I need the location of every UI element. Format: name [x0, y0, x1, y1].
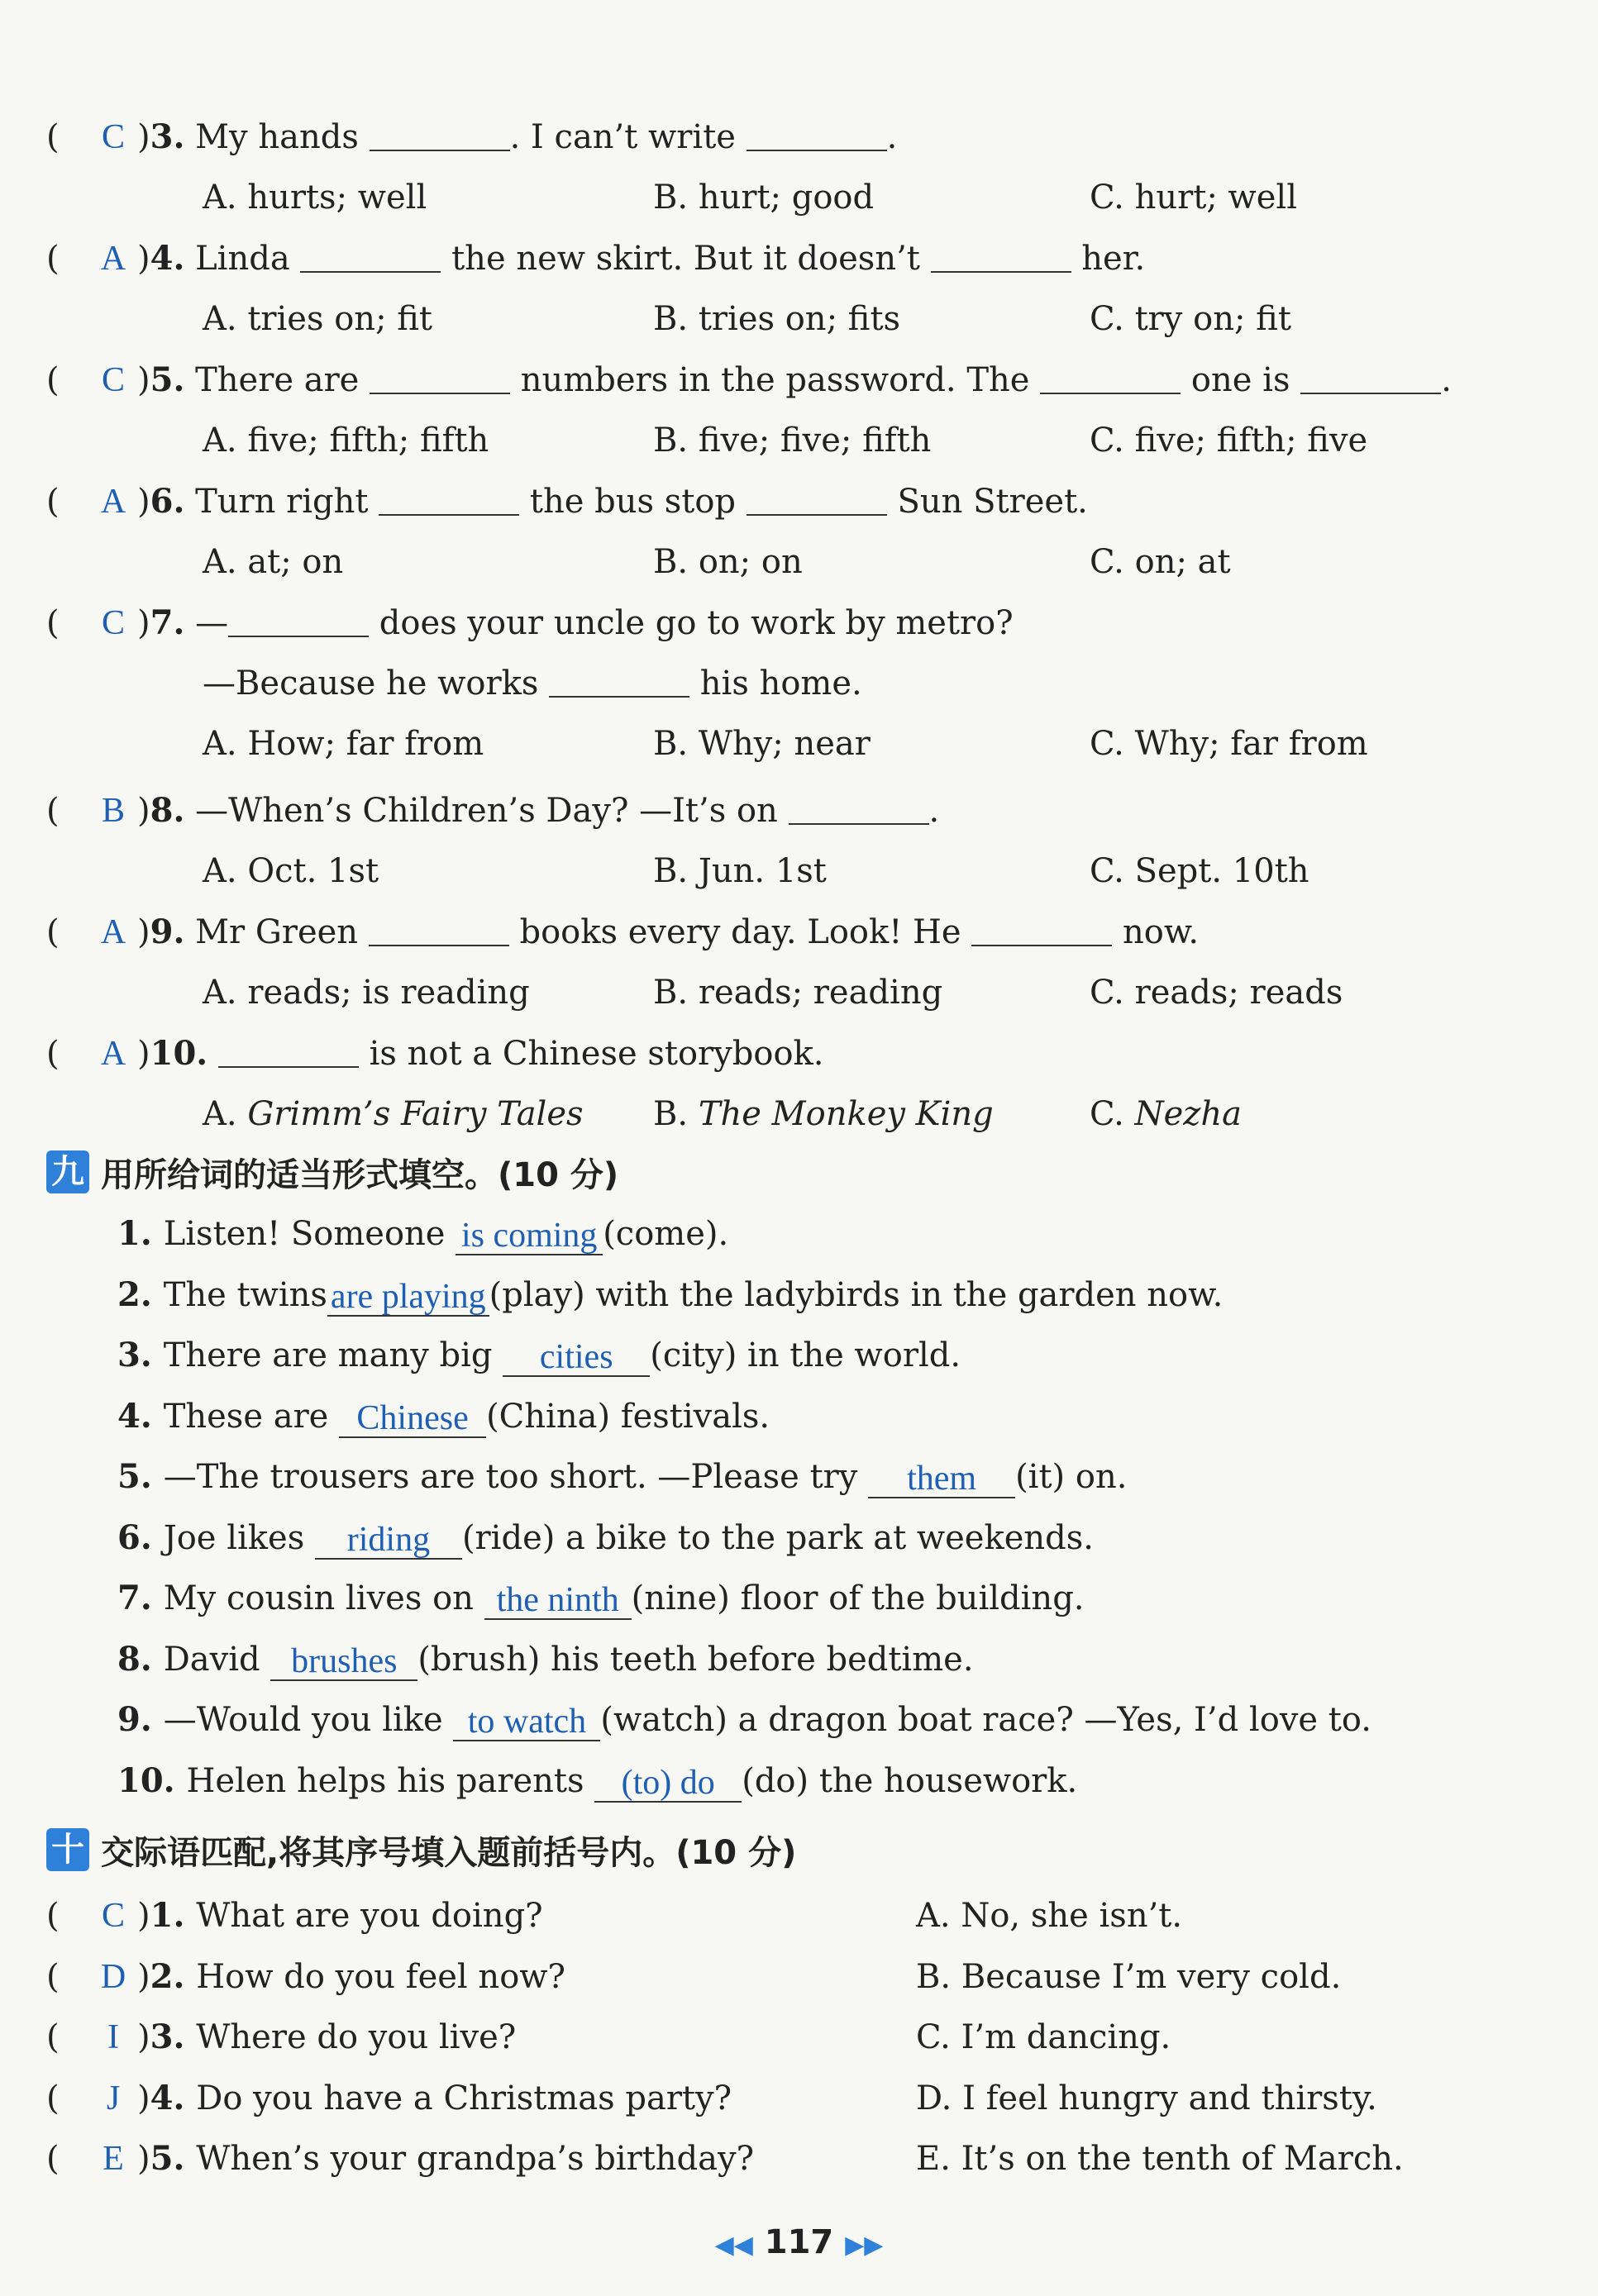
close-paren: )	[137, 2018, 150, 2056]
choice-option: B. tries on; fits	[653, 300, 901, 338]
open-paren: (	[46, 913, 60, 951]
option-title: The Monkey King	[698, 1095, 994, 1133]
item-number: 6.	[117, 1517, 164, 1557]
answer-blank[interactable]	[218, 1033, 359, 1068]
item-text-before: —Would you like	[163, 1701, 454, 1739]
question-text: —Because he works	[203, 665, 550, 703]
answer-blank[interactable]	[747, 117, 887, 151]
question-number: 3.	[150, 117, 185, 156]
close-paren: )	[137, 604, 150, 642]
filled-answer[interactable]: is coming	[456, 1217, 603, 1255]
answer-mark: C	[101, 604, 125, 642]
item-number: 2.	[117, 1274, 164, 1314]
choice-option: C. Sept. 10th	[1090, 852, 1309, 890]
question-number: 6.	[150, 482, 185, 521]
choice-option: A. five; fifth; fifth	[203, 422, 489, 460]
choice-option: A. hurts; well	[203, 179, 427, 217]
item-text-before: There are many big	[163, 1336, 503, 1374]
answer-blank[interactable]	[370, 360, 510, 394]
question-number: 5.	[150, 360, 185, 399]
answer-mark: A	[100, 1035, 126, 1073]
item-text-after: (brush) his teeth before bedtime.	[417, 1640, 974, 1679]
item-text-after: (ride) a bike to the park at weekends.	[461, 1518, 1094, 1557]
open-paren: (	[46, 240, 60, 278]
section-10-header	[46, 1825, 796, 1874]
item-number: 3.	[150, 2017, 197, 2056]
fill-item	[117, 1454, 1127, 1500]
question-text: Linda	[195, 240, 301, 278]
match-option: B. Because I’m very cold.	[916, 1957, 1342, 1996]
answer-mark: C	[101, 361, 125, 399]
prev-arrow-icon: ◀◀	[714, 2231, 753, 2260]
item-number: 1.	[117, 1214, 164, 1253]
close-paren: )	[137, 2140, 150, 2178]
section-10-title: 交际语匹配,将其序号填入题前括号内。(10 分)	[101, 1833, 797, 1872]
question-text: Mr Green	[195, 913, 369, 951]
item-number: 8.	[117, 1639, 164, 1679]
option-letter: A.	[203, 1095, 248, 1133]
question-text: . I can’t write	[509, 118, 747, 156]
option-title: Grimm’s Fairy Tales	[247, 1095, 584, 1133]
answer-blank[interactable]	[747, 481, 887, 516]
item-text-after: (city) in the world.	[650, 1336, 961, 1374]
item-text-after: (watch) a dragon boat race? —Yes, I’d love to.	[600, 1701, 1371, 1739]
open-paren: (	[46, 483, 60, 521]
answer-mark: C	[101, 1897, 125, 1935]
answer-mark: B	[101, 792, 125, 830]
choice-option: B. Jun. 1st	[653, 852, 827, 890]
match-option: E. It’s on the tenth of March.	[916, 2140, 1404, 2178]
filled-answer[interactable]: to watch	[453, 1703, 600, 1741]
open-paren: (	[46, 2079, 60, 2117]
match-option: C. I’m dancing.	[916, 2018, 1171, 2056]
question-text: There are	[195, 361, 370, 399]
question-text: now.	[1112, 913, 1200, 951]
question-text: her.	[1071, 240, 1146, 278]
filled-answer[interactable]: (to) do	[594, 1765, 742, 1803]
choice-option: C. five; fifth; five	[1090, 422, 1368, 460]
item-text-after: (China) festivals.	[486, 1397, 770, 1436]
item-text-before: These are	[163, 1397, 340, 1436]
close-paren: )	[137, 1035, 150, 1073]
item-number: 9.	[117, 1700, 164, 1739]
item-number: 5.	[117, 1457, 164, 1496]
item-number: 1.	[150, 1896, 197, 1935]
item-number: 5.	[150, 2139, 197, 2178]
choice-option	[653, 1091, 994, 1137]
item-text-after: (it) on.	[1015, 1458, 1128, 1496]
filled-answer[interactable]: Chinese	[339, 1400, 486, 1438]
question-number: 10.	[150, 1034, 208, 1073]
open-paren: (	[46, 118, 60, 156]
question-line	[46, 788, 939, 834]
close-paren: )	[137, 913, 150, 951]
open-paren: (	[46, 792, 60, 830]
choice-option: A. reads; is reading	[203, 974, 530, 1012]
match-question: When’s your grandpa’s birthday?	[196, 2140, 755, 2178]
filled-answer[interactable]: are playing	[327, 1279, 489, 1317]
question-number: 7.	[150, 603, 185, 642]
match-question: What are you doing?	[196, 1897, 543, 1935]
match-question: Where do you live?	[196, 2018, 517, 2056]
close-paren: )	[137, 1957, 150, 1996]
question-line	[46, 1031, 824, 1077]
choice-option: C. hurt; well	[1090, 179, 1298, 217]
question-text: his home.	[689, 665, 862, 703]
section-10-badge: 十	[46, 1828, 89, 1871]
match-item	[46, 1954, 565, 2000]
open-paren: (	[46, 2140, 60, 2178]
answer-blank[interactable]	[369, 912, 509, 946]
open-paren: (	[46, 1957, 60, 1996]
answer-blank[interactable]	[931, 238, 1071, 273]
option-letter: C.	[1090, 1095, 1135, 1133]
match-question: Do you have a Christmas party?	[196, 2079, 732, 2117]
filled-answer[interactable]: brushes	[270, 1643, 417, 1681]
question-text: does your uncle go to work by metro?	[369, 604, 1014, 642]
match-option: A. No, she isn’t.	[916, 1897, 1183, 1935]
answer-blank[interactable]	[228, 603, 369, 637]
page-footer	[0, 2223, 1598, 2261]
choice-option: A. at; on	[203, 543, 344, 581]
question-text: the bus stop	[519, 483, 747, 521]
answer-mark: C	[101, 118, 125, 156]
question-text: My hands	[195, 118, 370, 156]
question-line	[46, 909, 1199, 955]
choice-option: C. on; at	[1090, 543, 1231, 581]
choice-option: A. tries on; fit	[203, 300, 433, 338]
match-item	[46, 2136, 754, 2182]
question-line	[46, 236, 1145, 282]
question-line	[46, 114, 897, 160]
fill-item	[117, 1636, 974, 1683]
close-paren: )	[137, 483, 150, 521]
choice-option	[1090, 1091, 1242, 1137]
item-text-before: The twins	[163, 1275, 327, 1314]
item-text-before: David	[163, 1640, 271, 1679]
question-text: one is	[1181, 361, 1301, 399]
question-number: 9.	[150, 912, 185, 951]
item-text-after: (nine) floor of the building.	[631, 1579, 1085, 1617]
close-paren: )	[137, 1897, 150, 1935]
question-line-2	[203, 660, 862, 707]
choice-option: A. How; far from	[203, 725, 484, 763]
question-text: —When’s Children’s Day? —It’s on	[195, 792, 789, 830]
open-paren: (	[46, 604, 60, 642]
question-line	[46, 357, 1452, 403]
filled-answer[interactable]: them	[868, 1460, 1015, 1498]
item-number: 7.	[117, 1579, 164, 1617]
question-text: .	[928, 792, 940, 830]
open-paren: (	[46, 361, 60, 399]
open-paren: (	[46, 2018, 60, 2056]
choice-option: B. Why; near	[653, 725, 871, 763]
item-text-before: Helen helps his parents	[186, 1761, 595, 1800]
question-text: .	[1441, 361, 1452, 399]
choice-option: C. Why; far from	[1090, 725, 1368, 763]
answer-mark: J	[106, 2079, 121, 2117]
choice-option: C. try on; fit	[1090, 300, 1291, 338]
option-title: Nezha	[1134, 1095, 1242, 1133]
section-9-header	[46, 1147, 618, 1197]
answer-blank[interactable]	[370, 117, 510, 151]
section-9-title: 用所给词的适当形式填空。(10 分)	[101, 1155, 619, 1194]
item-number: 10.	[117, 1760, 187, 1800]
choice-option: B. reads; reading	[653, 974, 943, 1012]
question-line	[46, 600, 1014, 646]
match-item	[46, 1893, 543, 1939]
item-text-after: (come).	[603, 1215, 729, 1253]
option-letter: B.	[653, 1095, 699, 1133]
item-number: 3.	[117, 1336, 164, 1374]
fill-item	[117, 1515, 1094, 1561]
question-text: Sun Street.	[886, 483, 1088, 521]
item-text-before: My cousin lives on	[163, 1579, 484, 1617]
fill-item	[117, 1211, 728, 1257]
choice-option: C. reads; reads	[1090, 974, 1343, 1012]
answer-blank[interactable]	[971, 912, 1112, 946]
question-line	[46, 479, 1088, 525]
choice-option: B. five; five; fifth	[653, 422, 932, 460]
open-paren: (	[46, 1035, 60, 1073]
close-paren: )	[137, 118, 150, 156]
answer-mark: A	[100, 913, 126, 951]
close-paren: )	[137, 2079, 150, 2117]
page-number: 117	[764, 2223, 834, 2261]
question-number: 8.	[150, 791, 185, 830]
answer-blank[interactable]	[300, 238, 441, 273]
close-paren: )	[137, 240, 150, 278]
match-item	[46, 2075, 732, 2122]
answer-mark: E	[103, 2140, 124, 2178]
filled-answer[interactable]: riding	[315, 1522, 462, 1560]
item-text-after: (play) with the ladybirds in the garden now.	[489, 1275, 1224, 1314]
fill-item	[117, 1697, 1371, 1743]
question-text: —	[195, 604, 229, 642]
choice-option: B. on; on	[653, 543, 803, 581]
item-text-before: Joe likes	[163, 1518, 315, 1557]
question-text: .	[886, 118, 898, 156]
fill-item	[117, 1758, 1077, 1804]
item-number: 4.	[117, 1396, 164, 1436]
close-paren: )	[137, 792, 150, 830]
answer-blank[interactable]	[379, 481, 519, 516]
question-text: the new skirt. But it doesn’t	[441, 240, 931, 278]
filled-answer[interactable]: cities	[503, 1339, 650, 1377]
match-item	[46, 2014, 516, 2060]
answer-mark: I	[107, 2018, 119, 2056]
question-text: books every day. Look! He	[508, 913, 972, 951]
answer-blank[interactable]	[1040, 360, 1181, 394]
item-number: 4.	[150, 2078, 197, 2117]
choice-option: A. Oct. 1st	[203, 852, 379, 890]
fill-item	[117, 1393, 770, 1440]
choice-option: B. hurt; good	[653, 179, 875, 217]
item-number: 2.	[150, 1956, 197, 1996]
question-text: numbers in the password. The	[510, 361, 1041, 399]
match-question: How do you feel now?	[196, 1957, 565, 1996]
match-option: D. I feel hungry and thirsty.	[916, 2079, 1377, 2117]
fill-item	[117, 1575, 1085, 1622]
filled-answer[interactable]: the ninth	[484, 1582, 632, 1620]
answer-mark: D	[100, 1957, 126, 1996]
answer-blank[interactable]	[1300, 360, 1441, 394]
item-text-before: Listen! Someone	[163, 1215, 456, 1253]
answer-blank[interactable]	[789, 790, 929, 825]
section-9-badge: 九	[46, 1150, 89, 1193]
item-text-after: (do) the housework.	[742, 1761, 1078, 1800]
close-paren: )	[137, 361, 150, 399]
open-paren: (	[46, 1897, 60, 1935]
next-arrow-icon: ▶▶	[845, 2231, 884, 2260]
answer-mark: A	[100, 240, 126, 278]
item-text-before: —The trousers are too short. —Please try	[163, 1458, 869, 1496]
fill-item	[117, 1332, 961, 1379]
question-text: is not a Chinese storybook.	[358, 1035, 824, 1073]
question-text: Turn right	[195, 483, 379, 521]
answer-mark: A	[100, 483, 126, 521]
question-number: 4.	[150, 239, 185, 278]
choice-option	[203, 1091, 584, 1137]
answer-blank[interactable]	[549, 663, 689, 698]
fill-item	[117, 1272, 1223, 1318]
